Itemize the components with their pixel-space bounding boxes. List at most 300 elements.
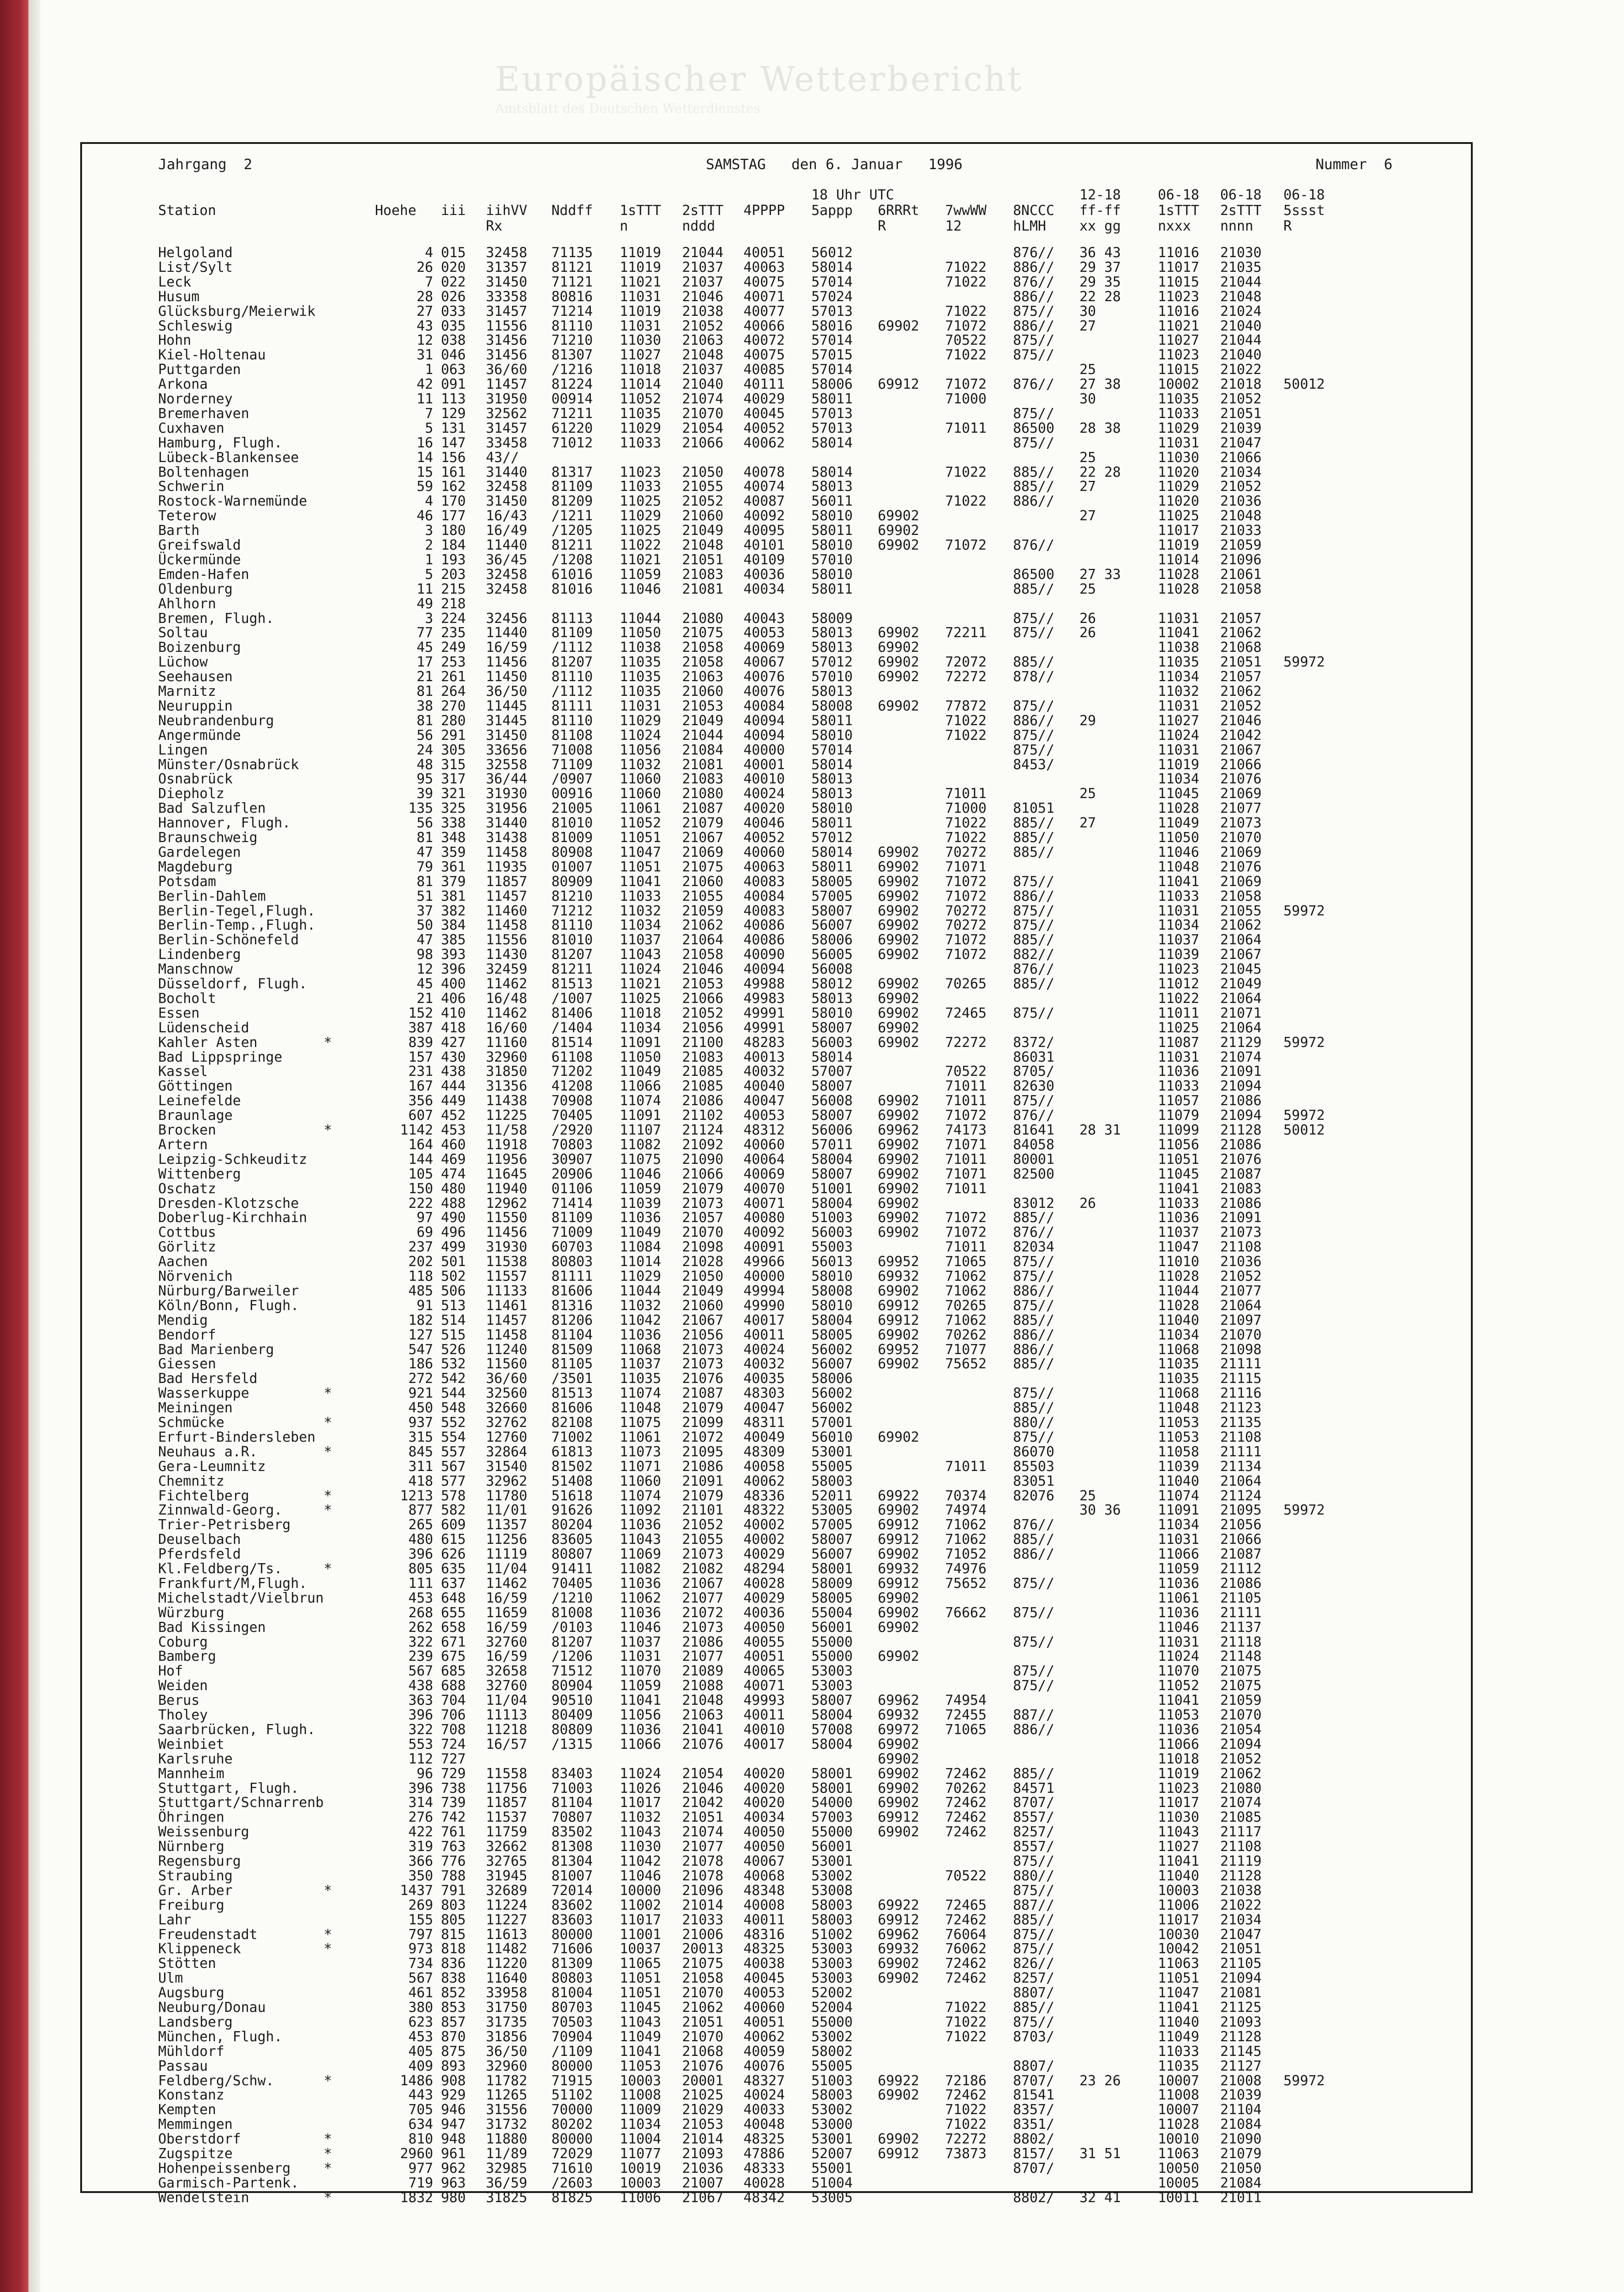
sttt1: 11066 <box>620 1736 661 1752</box>
tmin: 21083 <box>1220 1180 1262 1197</box>
pppp: 40040 <box>743 1078 785 1095</box>
iii: 131 <box>441 420 466 436</box>
station-name: Memmingen <box>158 2116 233 2133</box>
sttt1: 11046 <box>620 1619 661 1636</box>
rrrt: 69912 <box>878 1297 919 1314</box>
tmin: 21070 <box>1220 1327 1262 1343</box>
rrrt: 69932 <box>878 1707 919 1723</box>
tmin: 21112 <box>1220 1561 1262 1577</box>
hoehe: 921 <box>408 1385 433 1402</box>
nccc: 886// <box>1013 1327 1055 1343</box>
pppp: 40065 <box>743 1663 785 1680</box>
iihvv: 31825 <box>486 2189 528 2206</box>
hoehe: 5 <box>424 566 433 583</box>
iii: 393 <box>441 947 466 963</box>
tmin: 21074 <box>1220 1049 1262 1065</box>
pppp: 40045 <box>743 1970 785 1987</box>
station-name: Landsberg <box>158 2014 233 2030</box>
nccc: 875// <box>1013 1297 1055 1314</box>
tmax: 11091 <box>1158 1502 1200 1519</box>
tmin: 21073 <box>1220 815 1262 832</box>
sttt2: 21077 <box>682 1648 724 1665</box>
pppp: 48312 <box>743 1122 785 1138</box>
hoehe: 231 <box>408 1063 433 1080</box>
sttt1: 11032 <box>620 1297 661 1314</box>
tmax: 11048 <box>1158 859 1200 875</box>
station-name: Norderney <box>158 391 233 407</box>
nddff: /1208 <box>551 551 593 568</box>
sttt2: 21058 <box>682 1970 724 1987</box>
pppp: 40028 <box>743 2175 785 2191</box>
pppp: 40034 <box>743 1809 785 1826</box>
table-row <box>0 304 1467 319</box>
iii: 526 <box>441 1341 466 1358</box>
nccc: 875// <box>1013 1941 1055 1957</box>
hoehe: 422 <box>408 1824 433 1840</box>
sttt1: 11075 <box>620 1151 661 1168</box>
tmax: 11028 <box>1158 566 1200 583</box>
nccc: 885// <box>1013 815 1055 832</box>
sttt2: 21078 <box>682 1868 724 1884</box>
tmin: 21086 <box>1220 1195 1262 1212</box>
appp: 58001 <box>811 1780 853 1796</box>
sttt2: 21075 <box>682 625 724 641</box>
nddff: 81308 <box>551 1839 593 1855</box>
iii: 761 <box>441 1824 466 1840</box>
tmax: 11033 <box>1158 1195 1200 1212</box>
hoehe: 7 <box>424 274 433 290</box>
station-name: Chemnitz <box>158 1473 225 1489</box>
station-name: Michelstadt/Vielbrun <box>158 1590 324 1606</box>
wwww: 71071 <box>945 859 987 875</box>
tmin: 21064 <box>1220 1297 1262 1314</box>
iihvv: 32760 <box>486 1678 528 1694</box>
sttt2: 21079 <box>682 815 724 832</box>
sttt1: 11050 <box>620 625 661 641</box>
hoehe: 43 <box>416 318 433 334</box>
nddff: 71002 <box>551 1429 593 1445</box>
table-row <box>0 948 1467 962</box>
iihvv: 43// <box>486 449 519 466</box>
hoehe: 31 <box>416 347 433 364</box>
appp: 53001 <box>811 1444 853 1460</box>
hoehe: 38 <box>416 698 433 714</box>
hoehe: 1486 <box>400 2072 433 2089</box>
nddff: 81207 <box>551 947 593 963</box>
nccc: 875// <box>1013 332 1055 349</box>
sttt2: 21073 <box>682 1546 724 1563</box>
sttt2: 21096 <box>682 1882 724 1899</box>
iii: 688 <box>441 1678 466 1694</box>
appp: 58003 <box>811 2087 853 2104</box>
iihvv: 32558 <box>486 756 528 773</box>
sttt2: 21098 <box>682 1239 724 1256</box>
iihvv: 11/04 <box>486 1692 528 1709</box>
wwww: 72462 <box>945 1765 987 1782</box>
nccc: 876// <box>1013 961 1055 978</box>
sttt2: 21055 <box>682 888 724 904</box>
sttt1: 11018 <box>620 362 661 378</box>
pppp: 40063 <box>743 259 785 275</box>
iihvv: 31456 <box>486 347 528 364</box>
appp: 52007 <box>811 2146 853 2162</box>
nddff: 83403 <box>551 1765 593 1782</box>
tmax: 11019 <box>1158 1765 1200 1782</box>
sttt2: 21050 <box>682 1268 724 1284</box>
ffgg: 27 <box>1079 479 1096 495</box>
pppp: 40059 <box>743 2043 785 2060</box>
station-name: Teterow <box>158 508 216 524</box>
tmax: 11017 <box>1158 1795 1200 1811</box>
station-name: Angermünde <box>158 727 241 744</box>
rrrt: 69962 <box>878 1692 919 1709</box>
table-row <box>0 1460 1467 1474</box>
sttt1: 11022 <box>620 537 661 553</box>
tmin: 21067 <box>1220 742 1262 758</box>
sttt1: 11037 <box>620 932 661 948</box>
sttt2: 21050 <box>682 464 724 480</box>
appp: 58010 <box>811 1297 853 1314</box>
pppp: 40086 <box>743 917 785 934</box>
iii: 578 <box>441 1488 466 1504</box>
sttt1: 11008 <box>620 2087 661 2104</box>
iii: 161 <box>441 464 466 480</box>
nccc: 84571 <box>1013 1780 1055 1796</box>
iii: 852 <box>441 1985 466 2001</box>
iihvv: 32962 <box>486 1473 528 1489</box>
table-row <box>0 1416 1467 1430</box>
wwww: 71062 <box>945 1312 987 1328</box>
appp: 56005 <box>811 947 853 963</box>
appp: 52004 <box>811 2000 853 2016</box>
tmin: 21076 <box>1220 771 1262 788</box>
tmin: 21087 <box>1220 1166 1262 1182</box>
tmax: 11011 <box>1158 1005 1200 1021</box>
appp: 58010 <box>811 537 853 553</box>
station-name: Neuruppin <box>158 698 233 714</box>
appp: 51003 <box>811 1210 853 1226</box>
sttt1: 11032 <box>620 756 661 773</box>
tmax: 11027 <box>1158 712 1200 729</box>
nddff: 70807 <box>551 1809 593 1826</box>
iii: 261 <box>441 669 466 685</box>
pppp: 40011 <box>743 1912 785 1928</box>
iii: 338 <box>441 815 466 832</box>
pppp: 49988 <box>743 976 785 992</box>
appp: 57001 <box>811 1415 853 1431</box>
table-row <box>0 1737 1467 1752</box>
sttt1: 11025 <box>620 523 661 539</box>
sttt1: 11051 <box>620 1985 661 2001</box>
sttt1: 11017 <box>620 1912 661 1928</box>
station-name: Deuselbach <box>158 1532 241 1548</box>
nccc: 875// <box>1013 1005 1055 1021</box>
sttt2: 21067 <box>682 830 724 846</box>
table-row <box>0 626 1467 640</box>
tmin: 21108 <box>1220 1839 1262 1855</box>
iii: 502 <box>441 1268 466 1284</box>
nccc: 880// <box>1013 1868 1055 1884</box>
table-row <box>0 1825 1467 1840</box>
tmax: 11023 <box>1158 1780 1200 1796</box>
tmax: 11040 <box>1158 1473 1200 1489</box>
nddff: 81606 <box>551 1400 593 1416</box>
station-name: Essen <box>158 1005 200 1021</box>
nddff: 81206 <box>551 1312 593 1328</box>
station-name: Soltau <box>158 625 208 641</box>
appp: 56010 <box>811 1429 853 1445</box>
sttt2: 21063 <box>682 669 724 685</box>
iii: 818 <box>441 1941 466 1957</box>
nddff: 71008 <box>551 742 593 758</box>
iihvv: 11759 <box>486 1824 528 1840</box>
wwww: 71011 <box>945 1151 987 1168</box>
tmin: 21134 <box>1220 1458 1262 1475</box>
nccc: 80001 <box>1013 1151 1055 1168</box>
table-row <box>0 2015 1467 2030</box>
sttt2: 21067 <box>682 1312 724 1328</box>
sttt2: 21075 <box>682 1956 724 1972</box>
wwww: 70262 <box>945 1780 987 1796</box>
sttt2: 21060 <box>682 508 724 524</box>
rrrt: 69902 <box>878 1195 919 1212</box>
wwww: 71011 <box>945 786 987 802</box>
pppp: 40020 <box>743 800 785 817</box>
iihvv: 11537 <box>486 1809 528 1826</box>
nccc: 875// <box>1013 610 1055 627</box>
tmax: 11031 <box>1158 1049 1200 1065</box>
station-name: Kassel <box>158 1063 208 1080</box>
sttt2: 21006 <box>682 1926 724 1943</box>
table-row <box>0 684 1467 699</box>
pppp: 40043 <box>743 610 785 627</box>
nddff: /0907 <box>551 771 593 788</box>
iihvv: 11430 <box>486 947 528 963</box>
sttt1: 11031 <box>620 288 661 305</box>
tmax: 11079 <box>1158 1107 1200 1124</box>
iihvv: 11438 <box>486 1093 528 1109</box>
appp: 56013 <box>811 1254 853 1270</box>
wwww: 72462 <box>945 1970 987 1987</box>
station-name: Cottbus <box>158 1224 216 1241</box>
table-row <box>0 1196 1467 1211</box>
nccc: 875// <box>1013 1678 1055 1694</box>
station-name: Berus <box>158 1692 200 1709</box>
pppp: 40085 <box>743 362 785 378</box>
sttt1: 11068 <box>620 1341 661 1358</box>
sttt2: 21051 <box>682 551 724 568</box>
appp: 56001 <box>811 1839 853 1855</box>
station-name: Hannover, Flugh. <box>158 815 291 832</box>
ffgg: 26 <box>1079 610 1096 627</box>
tmax: 11050 <box>1158 830 1200 846</box>
station-name: Zugspitze * <box>158 2146 332 2162</box>
appp: 57008 <box>811 1721 853 1738</box>
appp: 58010 <box>811 508 853 524</box>
nddff: /3501 <box>551 1371 593 1387</box>
appp: 58007 <box>811 1532 853 1548</box>
tmax: 11008 <box>1158 2087 1200 2104</box>
sttt1: 11038 <box>620 639 661 656</box>
iii: 637 <box>441 1575 466 1592</box>
hoehe: 27 <box>416 303 433 320</box>
sttt1: 11021 <box>620 551 661 568</box>
appp: 58006 <box>811 376 853 393</box>
appp: 53000 <box>811 2116 853 2133</box>
sttt1: 11061 <box>620 800 661 817</box>
iii: 514 <box>441 1312 466 1328</box>
pppp: 40029 <box>743 1590 785 1606</box>
hoehe: 50 <box>416 917 433 934</box>
sttt2: 21048 <box>682 537 724 553</box>
station-name: Schmücke * <box>158 1415 332 1431</box>
sttt1: 11071 <box>620 1458 661 1475</box>
iii: 853 <box>441 2000 466 2016</box>
station-name: Oschatz <box>158 1180 216 1197</box>
sttt2: 21048 <box>682 347 724 364</box>
tmin: 21051 <box>1220 1941 1262 1957</box>
nddff: 71915 <box>551 2072 593 2089</box>
station-name: Cuxhaven <box>158 420 225 436</box>
pppp: 40060 <box>743 1136 785 1153</box>
table-row <box>0 670 1467 684</box>
appp: 58011 <box>811 859 853 875</box>
tmin: 21123 <box>1220 1400 1262 1416</box>
rrrt: 69952 <box>878 1341 919 1358</box>
iii: 385 <box>441 932 466 948</box>
iihvv: 32985 <box>486 2160 528 2176</box>
table-row <box>0 1503 1467 1518</box>
nddff: 81108 <box>551 727 593 744</box>
nddff: 80803 <box>551 1970 593 1987</box>
iii: 325 <box>441 800 466 817</box>
sttt1: 11025 <box>620 493 661 510</box>
sttt1: 11069 <box>620 1546 661 1563</box>
nccc: 886// <box>1013 888 1055 904</box>
station-name: Bad Hersfeld <box>158 1371 258 1387</box>
sttt1: 11049 <box>620 1224 661 1241</box>
ffgg: 25 <box>1079 1488 1096 1504</box>
hoehe: 144 <box>408 1151 433 1168</box>
iihvv: 11458 <box>486 1327 528 1343</box>
table-row <box>0 319 1467 334</box>
iihvv: 11558 <box>486 1765 528 1782</box>
iihvv: 32660 <box>486 1400 528 1416</box>
station-name: Bad Lippspringe <box>158 1049 282 1065</box>
wwww: 71062 <box>945 1268 987 1284</box>
appp: 53005 <box>811 2189 853 2206</box>
nddff: 81606 <box>551 1283 593 1299</box>
nddff: 61108 <box>551 1049 593 1065</box>
appp: 57012 <box>811 830 853 846</box>
station-name: Berlin-Tegel,Flugh. <box>158 903 316 919</box>
nccc: 875// <box>1013 742 1055 758</box>
sttt2: 21060 <box>682 683 724 700</box>
table-row <box>0 2176 1467 2191</box>
table-row <box>0 904 1467 919</box>
nccc: 875// <box>1013 903 1055 919</box>
table-row <box>0 2074 1467 2088</box>
table-row <box>0 436 1467 451</box>
sttt1: 11074 <box>620 1093 661 1109</box>
tmax: 11047 <box>1158 1985 1200 2001</box>
tmin: 21040 <box>1220 318 1262 334</box>
sttt2: 21085 <box>682 1063 724 1080</box>
iii: 542 <box>441 1371 466 1387</box>
sttt1: 11041 <box>620 1692 661 1709</box>
table-row <box>0 1562 1467 1576</box>
table-row <box>0 1971 1467 1986</box>
sttt2: 21053 <box>682 2116 724 2133</box>
nddff: 81211 <box>551 961 593 978</box>
appp: 56006 <box>811 1122 853 1138</box>
rrrt: 69902 <box>878 1824 919 1840</box>
nccc: 826// <box>1013 1956 1055 1972</box>
background-title: Europäischer Wetterbericht <box>495 60 1024 99</box>
table-row <box>0 1094 1467 1108</box>
appp: 53001 <box>811 1853 853 1869</box>
iihvv: 32456 <box>486 610 528 627</box>
sttt2: 20013 <box>682 1941 724 1957</box>
nddff: 81211 <box>551 537 593 553</box>
nddff: 80803 <box>551 1254 593 1270</box>
table-row <box>0 1767 1467 1781</box>
table-row <box>0 1050 1467 1065</box>
sttt1: 11046 <box>620 1166 661 1182</box>
nddff: 00914 <box>551 391 593 407</box>
iii: 658 <box>441 1619 466 1636</box>
tmax: 11032 <box>1158 683 1200 700</box>
tmin: 21064 <box>1220 990 1262 1007</box>
iihvv: 31735 <box>486 2014 528 2030</box>
iihvv: 32689 <box>486 1882 528 1899</box>
station-name: Lüchow <box>158 654 208 671</box>
iihvv: 32762 <box>486 1415 528 1431</box>
rrrt: 69902 <box>878 1956 919 1972</box>
iii: 577 <box>441 1473 466 1489</box>
pppp: 40070 <box>743 1180 785 1197</box>
pppp: 40000 <box>743 1268 785 1284</box>
tmin: 21111 <box>1220 1444 1262 1460</box>
station-name: Lüdenscheid <box>158 1019 249 1036</box>
appp: 53002 <box>811 2102 853 2118</box>
tmax: 11056 <box>1158 1136 1200 1153</box>
nddff: 81513 <box>551 1385 593 1402</box>
sttt1: 11024 <box>620 727 661 744</box>
station-name: Bendorf <box>158 1327 216 1343</box>
tmin: 21081 <box>1220 1985 1262 2001</box>
sttt2: 21102 <box>682 1107 724 1124</box>
iihvv: 11538 <box>486 1254 528 1270</box>
hoehe: 47 <box>416 932 433 948</box>
tmax: 11031 <box>1158 1634 1200 1650</box>
station-name: Bamberg <box>158 1648 216 1665</box>
tmax: 11020 <box>1158 493 1200 510</box>
nccc: 81051 <box>1013 800 1055 817</box>
sttt1: 10000 <box>620 1882 661 1899</box>
iihvv: 11224 <box>486 1897 528 1913</box>
iihvv: 11265 <box>486 2087 528 2104</box>
table-row <box>0 640 1467 655</box>
tmin: 21034 <box>1220 1912 1262 1928</box>
sttt1: 11084 <box>620 1239 661 1256</box>
nddff: /1216 <box>551 362 593 378</box>
station-name: Gera-Leumnitz <box>158 1458 266 1475</box>
tmax: 11046 <box>1158 844 1200 860</box>
station-name: Hamburg, Flugh. <box>158 435 282 451</box>
iii: 788 <box>441 1868 466 1884</box>
sttt2: 21041 <box>682 1721 724 1738</box>
